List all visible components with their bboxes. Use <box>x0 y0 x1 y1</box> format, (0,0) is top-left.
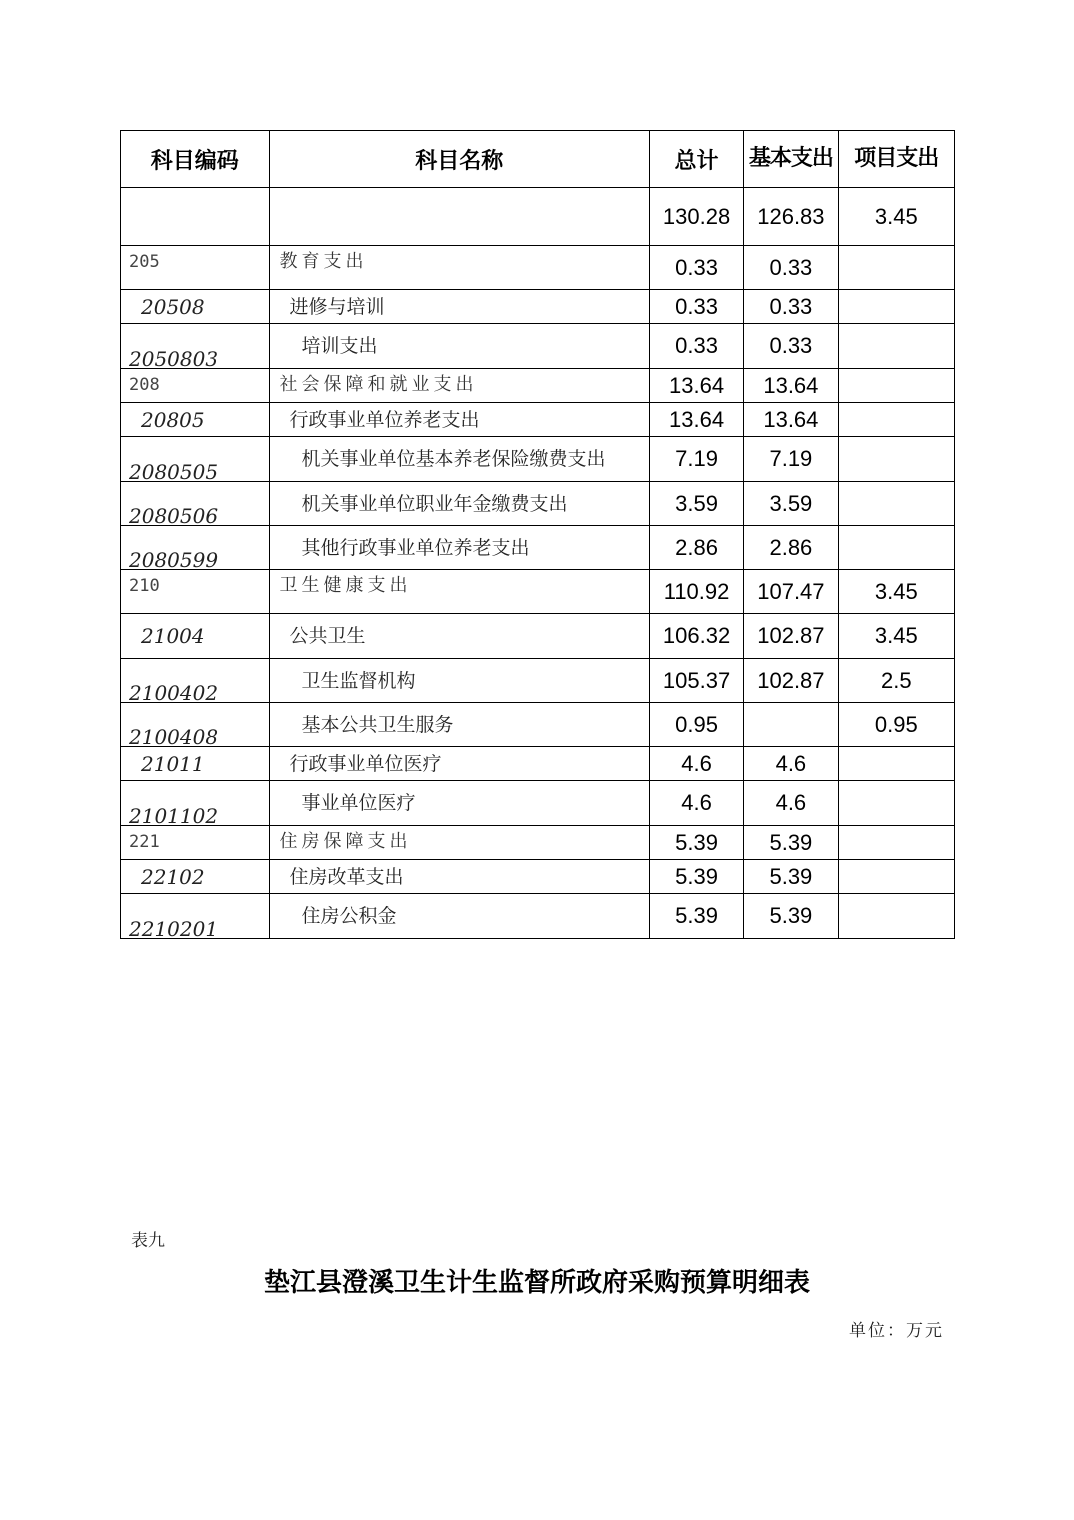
row-name: 机关事业单位职业年金缴费支出 <box>269 482 649 526</box>
row-project: 2.5 <box>838 659 954 703</box>
header-name: 科目名称 <box>269 131 649 188</box>
row-total: 7.19 <box>649 437 743 482</box>
row-code: 221 <box>121 826 270 860</box>
row-code: 208 <box>121 369 270 403</box>
row-project: 3.45 <box>838 614 954 659</box>
row-code: 2101102 <box>121 781 270 826</box>
table-note: 表九 <box>131 1231 165 1251</box>
row-basic: 13.64 <box>744 369 838 403</box>
table-row <box>121 246 955 290</box>
row-code: 2080599 <box>121 526 270 570</box>
table-row <box>121 482 955 526</box>
row-code: 2080505 <box>121 437 270 482</box>
row-code <box>121 188 270 246</box>
row-total: 3.59 <box>649 482 743 526</box>
row-project: 3.45 <box>838 570 954 614</box>
row-code: 21011 <box>121 747 270 781</box>
row-name: 行政事业单位养老支出 <box>269 403 649 437</box>
row-basic <box>744 703 838 747</box>
row-total: 0.95 <box>649 703 743 747</box>
row-code: 2100408 <box>121 703 270 747</box>
row-project <box>838 246 954 290</box>
header-basic: 基本支出 <box>744 131 838 188</box>
table-row <box>121 781 955 826</box>
row-name: 事业单位医疗 <box>269 781 649 826</box>
row-name: 其他行政事业单位养老支出 <box>269 526 649 570</box>
row-total: 2.86 <box>649 526 743 570</box>
row-project <box>838 369 954 403</box>
row-basic: 13.64 <box>744 403 838 437</box>
row-project <box>838 437 954 482</box>
row-total: 106.32 <box>649 614 743 659</box>
row-total: 0.33 <box>649 324 743 369</box>
table-row <box>121 860 955 894</box>
row-basic: 5.39 <box>744 860 838 894</box>
row-project: 3.45 <box>838 188 954 246</box>
row-project <box>838 894 954 939</box>
table-row <box>121 659 955 703</box>
row-name <box>269 188 649 246</box>
row-project <box>838 482 954 526</box>
procurement-title: 垫江县澄溪卫生计生监督所政府采购预算明细表 <box>263 1268 810 1298</box>
row-total: 4.6 <box>649 781 743 826</box>
row-project <box>838 747 954 781</box>
row-code: 2080506 <box>121 482 270 526</box>
row-total: 130.28 <box>649 188 743 246</box>
row-name: 行政事业单位医疗 <box>269 747 649 781</box>
row-basic: 107.47 <box>744 570 838 614</box>
row-project: 0.95 <box>838 703 954 747</box>
row-basic: 5.39 <box>744 894 838 939</box>
row-code: 20805 <box>121 403 270 437</box>
row-basic: 126.83 <box>744 188 838 246</box>
table-row <box>121 747 955 781</box>
table-row <box>121 324 955 369</box>
table-row <box>121 188 955 246</box>
row-project <box>838 526 954 570</box>
row-code: 2100402 <box>121 659 270 703</box>
row-project <box>838 290 954 324</box>
row-total: 110.92 <box>649 570 743 614</box>
table-row <box>121 894 955 939</box>
row-basic: 7.19 <box>744 437 838 482</box>
row-name: 住房保障支出 <box>269 826 649 860</box>
row-code: 21004 <box>121 614 270 659</box>
table-row <box>121 570 955 614</box>
row-name: 卫生健康支出 <box>269 570 649 614</box>
unit-label: 单位：万元 <box>849 1321 944 1341</box>
row-project <box>838 860 954 894</box>
table-row <box>121 526 955 570</box>
table-row <box>121 403 955 437</box>
row-basic: 4.6 <box>744 781 838 826</box>
row-basic: 0.33 <box>744 290 838 324</box>
row-name: 社会保障和就业支出 <box>269 369 649 403</box>
table-row <box>121 437 955 482</box>
row-name: 卫生监督机构 <box>269 659 649 703</box>
row-project <box>838 324 954 369</box>
row-name: 住房改革支出 <box>269 860 649 894</box>
row-total: 13.64 <box>649 403 743 437</box>
header-project: 项目支出 <box>838 131 954 188</box>
row-code: 2210201 <box>121 894 270 939</box>
row-project <box>838 403 954 437</box>
row-name: 公共卫生 <box>269 614 649 659</box>
header-row <box>121 131 955 188</box>
row-basic: 3.59 <box>744 482 838 526</box>
table-row <box>121 826 955 860</box>
row-name: 基本公共卫生服务 <box>269 703 649 747</box>
row-total: 13.64 <box>649 369 743 403</box>
row-basic: 2.86 <box>744 526 838 570</box>
header-total: 总计 <box>649 131 743 188</box>
row-basic: 102.87 <box>744 614 838 659</box>
row-basic: 0.33 <box>744 324 838 369</box>
row-total: 0.33 <box>649 290 743 324</box>
row-name: 教育支出 <box>269 246 649 290</box>
header-code: 科目编码 <box>121 131 270 188</box>
row-code: 210 <box>121 570 270 614</box>
row-total: 0.33 <box>649 246 743 290</box>
row-total: 5.39 <box>649 826 743 860</box>
row-code: 22102 <box>121 860 270 894</box>
row-code: 2050803 <box>121 324 270 369</box>
row-total: 105.37 <box>649 659 743 703</box>
row-project <box>838 781 954 826</box>
row-basic: 4.6 <box>744 747 838 781</box>
table-row <box>121 290 955 324</box>
table-row <box>121 369 955 403</box>
row-total: 4.6 <box>649 747 743 781</box>
row-total: 5.39 <box>649 894 743 939</box>
budget-table <box>120 130 955 939</box>
row-project <box>838 826 954 860</box>
table-row <box>121 614 955 659</box>
row-basic: 102.87 <box>744 659 838 703</box>
row-code: 205 <box>121 246 270 290</box>
row-name: 住房公积金 <box>269 894 649 939</box>
row-code: 20508 <box>121 290 270 324</box>
row-basic: 5.39 <box>744 826 838 860</box>
row-basic: 0.33 <box>744 246 838 290</box>
row-name: 机关事业单位基本养老保险缴费支出 <box>269 437 649 482</box>
table-row <box>121 703 955 747</box>
row-name: 进修与培训 <box>269 290 649 324</box>
row-total: 5.39 <box>649 860 743 894</box>
row-name: 培训支出 <box>269 324 649 369</box>
